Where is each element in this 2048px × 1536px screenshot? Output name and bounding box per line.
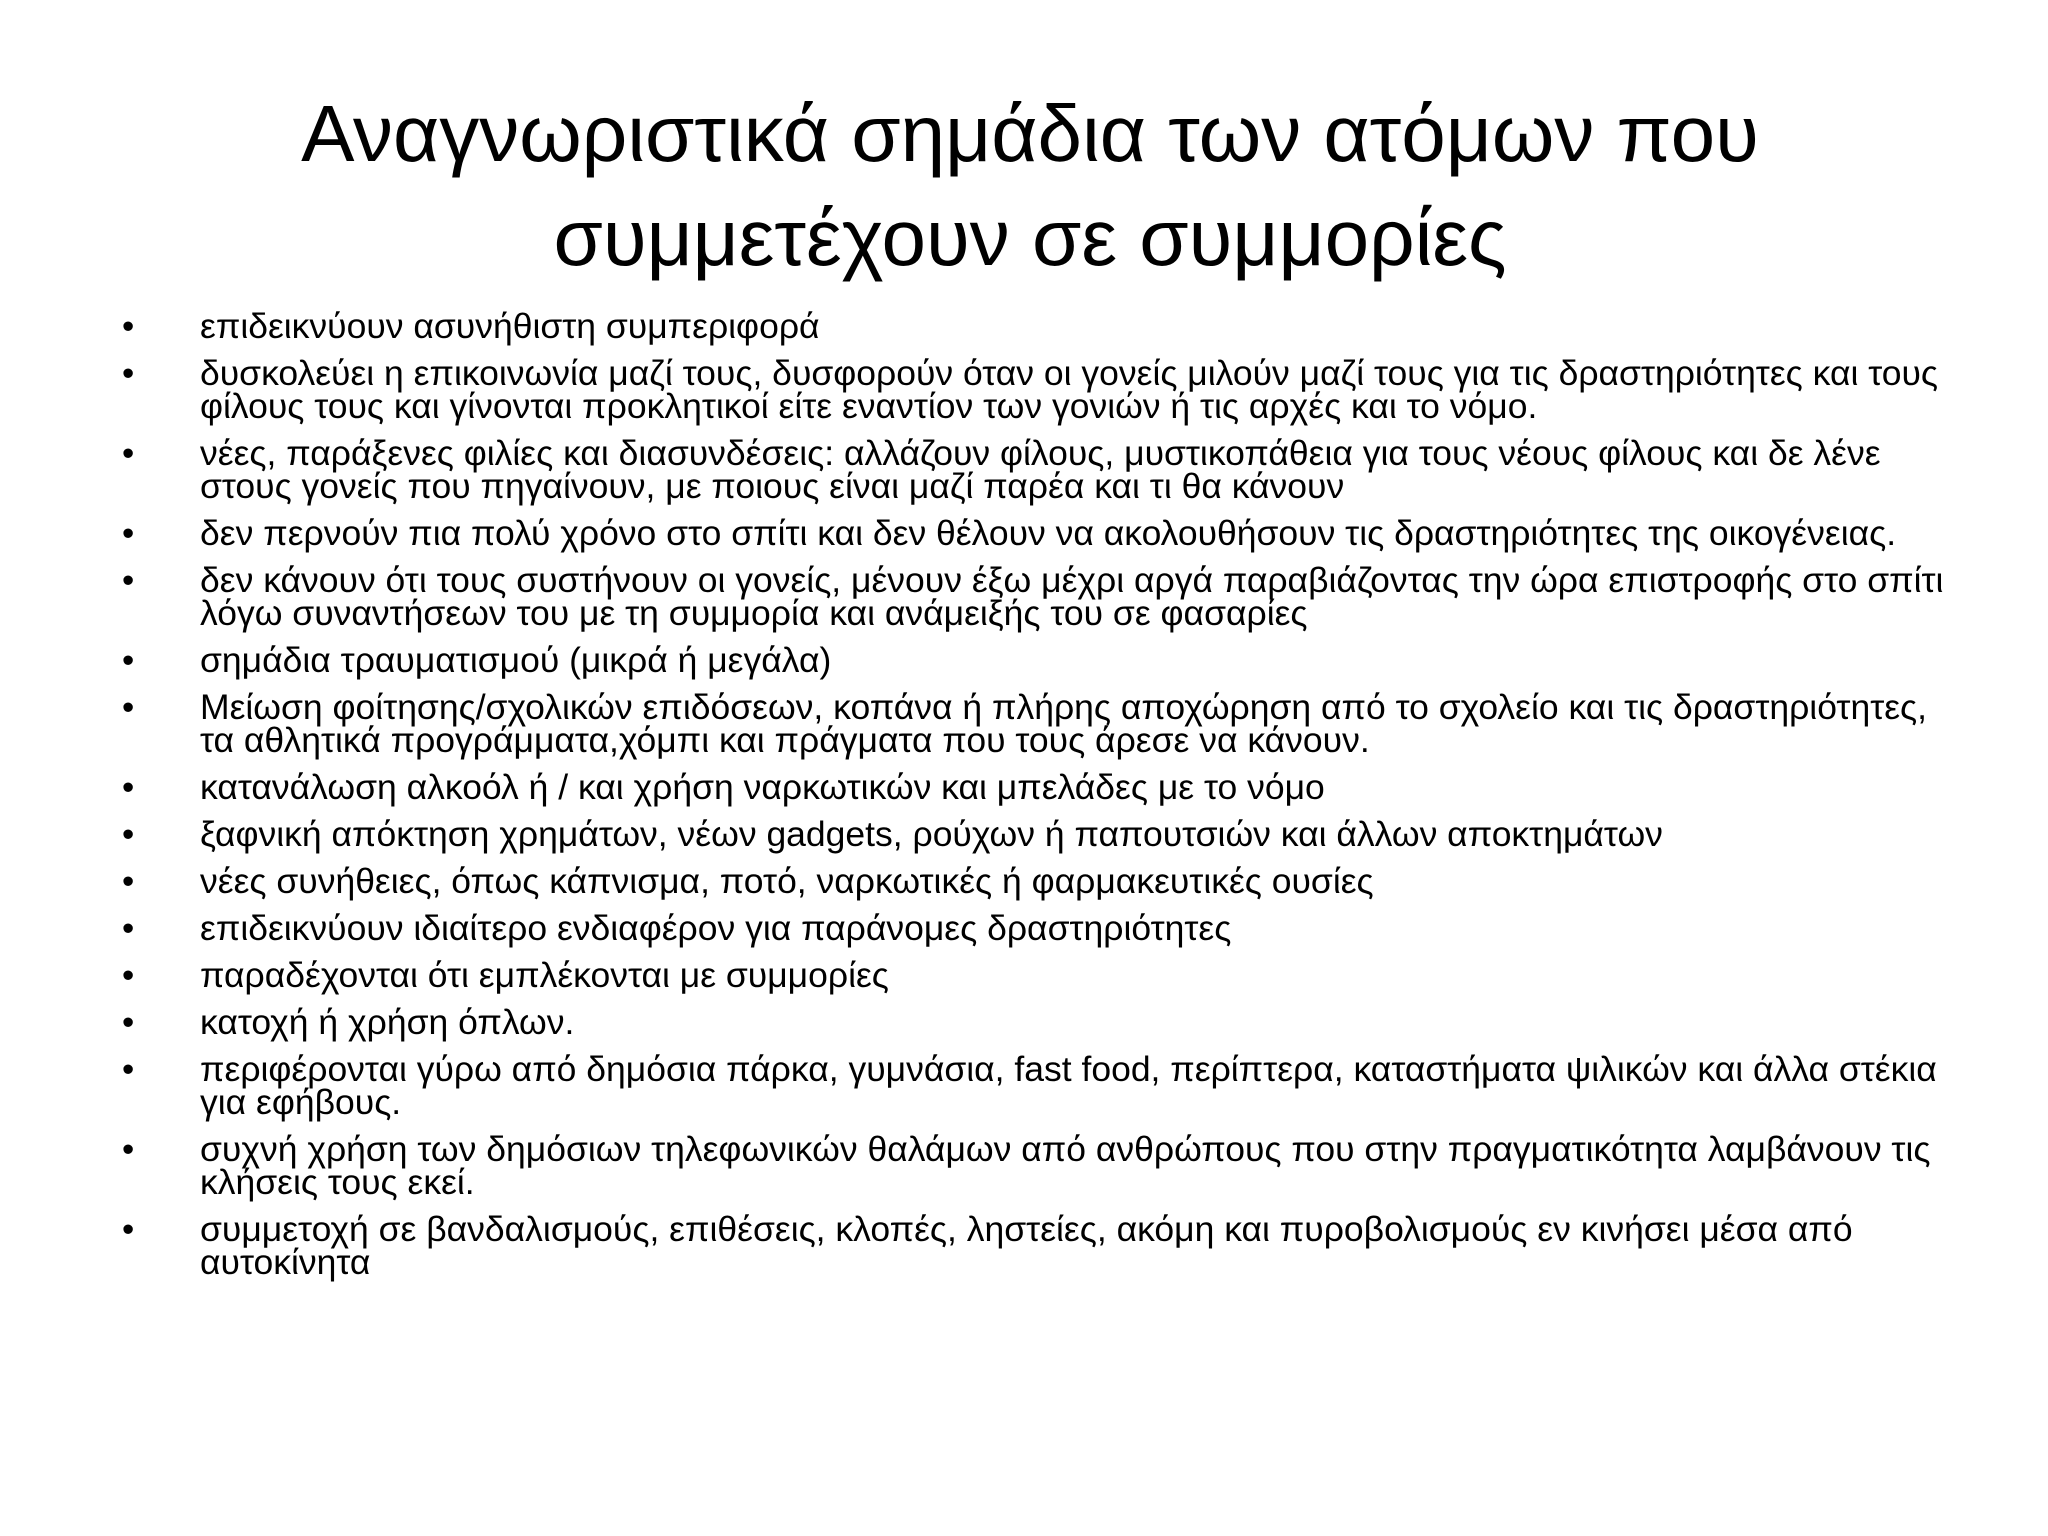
bullet-text: επιδεικνύουν ασυνήθιστη συμπεριφορά: [200, 306, 820, 346]
bullet-item: [122, 1129, 1952, 1202]
slide-title: [200, 82, 1860, 290]
bullet-item: [122, 767, 1952, 807]
bullet-item: [122, 1209, 1952, 1282]
bullet-item: [122, 861, 1952, 901]
bullet-icon: •: [122, 307, 135, 346]
bullet-icon: •: [122, 862, 135, 901]
bullet-icon: •: [122, 1050, 135, 1089]
bullet-icon: •: [122, 561, 135, 600]
bullet-text: περιφέρονται γύρω από δημόσια πάρκα, γυμνάσια, fast food, περίπτερα, καταστήματα ψιλικών και άλλα στέκια για εφήβους.: [200, 1049, 1937, 1122]
bullet-text: επιδεικνύουν ιδιαίτερο ενδιαφέρον για παράνομες δραστηριότητες: [200, 908, 1232, 948]
bullet-item: [122, 433, 1952, 506]
bullet-text: συμμετοχή σε βανδαλισμούς, επιθέσεις, κλοπές, ληστείες, ακόμη και πυροβολισμούς εν κινήσει μέσα από αυτοκίνητα: [200, 1209, 1853, 1282]
bullet-text: δυσκολεύει η επικοινωνία μαζί τους, δυσφορούν όταν οι γονείς μιλούν μαζί τους για τις δραστηριότητες και τους φίλους τους και γίνονται προκλητικοί είτε εναντίον των γονιών ή τις αρχές και το νόμο.: [200, 353, 1939, 426]
bullet-text: νέες συνήθειες, όπως κάπνισμα, ποτό, ναρκωτικές ή φαρμακευτικές ουσίες: [200, 861, 1374, 901]
bullet-icon: •: [122, 909, 135, 948]
bullet-item: [122, 640, 1952, 680]
bullet-item: [122, 560, 1952, 633]
bullet-icon: •: [122, 354, 135, 393]
bullet-item: [122, 513, 1952, 553]
bullet-icon: •: [122, 815, 135, 854]
bullet-text: νέες, παράξενες φιλίες και διασυνδέσεις: αλλάζουν φίλους, μυστικοπάθεια για τους νέους φίλους και δε λένε στους γονείς που πηγαίνουν, με ποιους είναι μαζί παρέα και τι θα κάνουν: [200, 433, 1881, 506]
bullet-text: κατανάλωση αλκοόλ ή / και χρήση ναρκωτικών και μπελάδες με το νόμο: [200, 767, 1325, 807]
bullet-text: κατοχή ή χρήση όπλων.: [200, 1002, 575, 1042]
bullet-item: [122, 814, 1952, 854]
bullet-list: [122, 306, 1952, 1293]
slide-title-line-2: συμμετέχουν σε συμμορίες: [553, 193, 1507, 282]
bullet-icon: •: [122, 1003, 135, 1042]
bullet-icon: •: [122, 1130, 135, 1169]
bullet-icon: •: [122, 641, 135, 680]
bullet-text: ξαφνική απόκτηση χρημάτων, νέων gadgets, ρούχων ή παπουτσιών και άλλων αποκτημάτων: [200, 814, 1663, 854]
bullet-icon: •: [122, 956, 135, 995]
bullet-text: σημάδια τραυματισμού (μικρά ή μεγάλα): [200, 640, 832, 680]
bullet-text: παραδέχονται ότι εμπλέκονται με συμμορίες: [200, 955, 889, 995]
bullet-icon: •: [122, 688, 135, 727]
bullet-text: δεν κάνουν ότι τους συστήνουν οι γονείς, μένουν έξω μέχρι αργά παραβιάζοντας την ώρα επιστροφής στο σπίτι λόγω συναντήσεων του με τη συμμορία και ανάμειξής του σε φασαρίες: [200, 560, 1944, 633]
bullet-icon: •: [122, 514, 135, 553]
bullet-item: [122, 1049, 1952, 1122]
bullet-item: [122, 908, 1952, 948]
bullet-text: συχνή χρήση των δημόσιων τηλεφωνικών θαλάμων από ανθρώπους που στην πραγματικότητα λαμβάνουν τις κλήσεις τους εκεί.: [200, 1129, 1931, 1202]
bullet-item: [122, 1002, 1952, 1042]
bullet-item: [122, 955, 1952, 995]
bullet-item: [122, 353, 1952, 426]
bullet-text: δεν περνούν πια πολύ χρόνο στο σπίτι και δεν θέλουν να ακολουθήσουν τις δραστηριότητες της οικογένειας.: [200, 513, 1897, 553]
bullet-icon: •: [122, 434, 135, 473]
bullet-icon: •: [122, 768, 135, 807]
bullet-text: Μείωση φοίτησης/σχολικών επιδόσεων, κοπάνα ή πλήρης αποχώρηση από το σχολείο και τις δραστηριότητες, τα αθλητικά προγράμματα,χόμπι και πράγματα που τους άρεσε να κάνουν.: [200, 687, 1928, 760]
bullet-icon: •: [122, 1210, 135, 1249]
bullet-item: [122, 306, 1952, 346]
slide-title-line-1: Αναγνωριστικά σημάδια των ατόμων που: [301, 89, 1759, 178]
bullet-item: [122, 687, 1952, 760]
